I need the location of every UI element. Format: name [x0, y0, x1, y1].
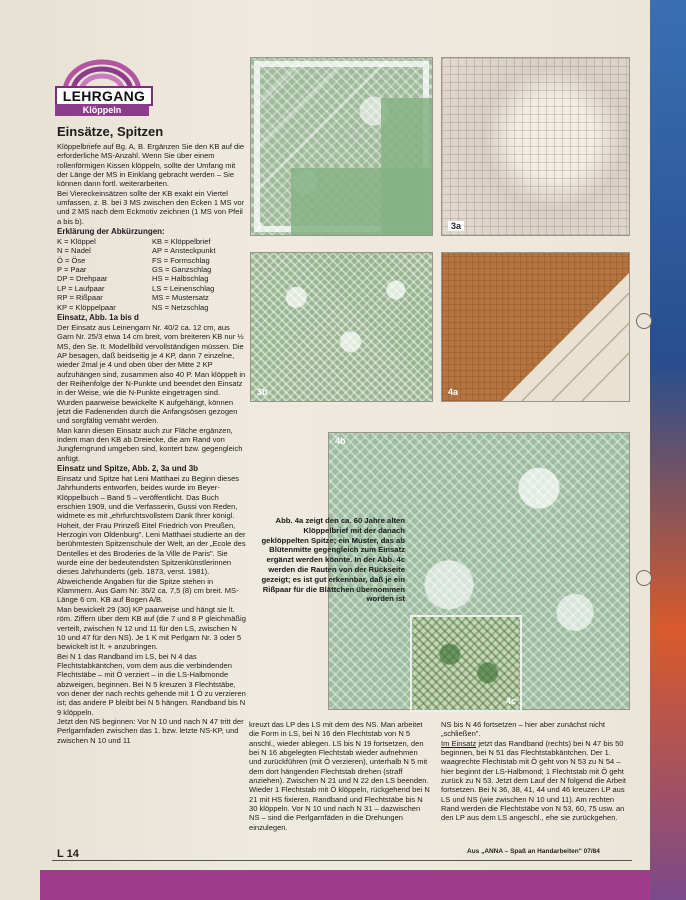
lehrgang-logo [55, 58, 149, 115]
abbr-item: N = Nadel [57, 246, 91, 256]
section2-paragraph: Einsatz und Spitze hat Leni Matthaei zu Beginn dieses Jahrhunderts entworfen, beides wurde im Beyer-Klöppelbuch – Band 5 – veröffentlicht. Das Buch erschien 1909, und die Verfasserin, Gussi von Reden, widmete es mit „ehrfurchtsvollstem Dank Ihrer königl. Hoheit, der Frau Prinzeß Eitel Friedrich von Preußen, Herzogin von Oldenburg". Leni Matthaei studierte an der berühmtesten Spitzenschule der Welt, an der „Ecole des Dentelles et des Broderies de la Ville de Paris". Sie wurde eine der bedeutendsten Spitzenkünstlerinnen dieses Jahrhunderts (geb. 1873, verst. 1981). [57, 474, 246, 577]
lace-corner-icon [251, 58, 432, 235]
footer-rule [52, 860, 632, 861]
abbr-item: K = Klöppel [57, 237, 96, 247]
source-credit: Aus „ANNA – Spaß an Handarbeiten" 07/84 [467, 848, 600, 855]
section2-paragraph: Abweichende Angaben für die Spitze stehen in Klammern. Aus Garn Nr. 35/2 ca. 7,5 (8) cm breit. MS-Länge 6 cm. KB auf Bogen A/B. [57, 576, 239, 605]
section1-paragraph: Der Einsatz aus Leinengarn Nr. 40/2 ca. 12 cm, aus Garn Nr. 25/3 etwa 14 cm breit, vom breiteren KB nur ½ MS, den Se. It. Modellbild vervollständigen müssen. Die AP besagen, daß beidseitig je 4 KP, dann 7 einzelne, wieder 2mal je 4 und oben über der Mitte 2 KP aufzuhängen sind, zusammen also 40 P. Man klöppelt in der Reihenfolge der N-Punkte und beendet den Einsatz in der Weise, wie die N-Punkte eingetragen sind. Wurden paarweise bewickelte K aufgehängt, können jetzt die Fadenenden durch die Anfangsösen gezogen und sorgfältig vernäht werden. [57, 322, 246, 426]
col3-paragraph: NS bis N 46 fortsetzen – hier aber zunächst nicht „schließen". [441, 720, 606, 739]
abbr-item: RP = Rißpaar [57, 293, 103, 303]
section1-heading: Einsatz, Abb. 1a bis d [57, 312, 139, 322]
abbr-item: HS = Halbschlag [152, 274, 209, 284]
text-column-1 [57, 124, 246, 745]
logo-word: LEHRGANG [55, 86, 153, 106]
photo-label: 4a [448, 387, 459, 397]
photo-label: 3a [448, 221, 464, 231]
photo-lace-insert-2 [250, 57, 433, 236]
photo-label: 2 [257, 221, 263, 231]
abbr-item: GS = Ganzschlag [152, 265, 212, 275]
photo-lace-back-4c [410, 615, 522, 712]
article-title: Einsätze, Spitzen [57, 124, 164, 139]
photo-label: 4c [505, 696, 516, 706]
photo-lace-insert-3a [441, 57, 630, 236]
abbr-item: AP = Ansteckpunkt [152, 246, 216, 256]
abbr-item: KB = Klöppelbrief [152, 237, 211, 247]
photo-lace-3b [250, 252, 433, 402]
abbr-item: P = Paar [57, 265, 87, 275]
page-number: L 14 [57, 848, 79, 860]
abbr-item: Ö = Öse [57, 255, 86, 265]
abbr-item: LP = Laufpaar [57, 283, 105, 293]
lace-triangle-icon [442, 253, 629, 401]
section2-paragraph: Bei N 1 das Randband im LS, bei N 4 das Flechtstabkäntchen, vom dem aus die verbindenden Flechtstäbe – mit Ö verziert – in die LS-Halbmonde abzweigen, beginnen. Bei N 5 kreuzen 3 Flechtstäbe, von dener der nach rechts gehende mit 1 Ö zu verzieren ist; das andere P bleibt bei N 5 hängen. Randband bis N 9 klöppeln. [57, 651, 246, 717]
abbr-item: DP = Drehpaar [57, 274, 108, 284]
photo-pricking-4a [441, 252, 630, 402]
text-column-2 [249, 720, 431, 832]
section2-paragraph: Jetzt den NS beginnen: Vor N 10 und nach N 47 tritt der Perlgarnfaden zwischen das 1. bzw. letzte NS-KP, und zwischen N 10 und 11 [57, 716, 244, 745]
section2-paragraph: Man bewickelt 29 (30) KP paarweise und hängt sie lt. röm. Ziffern über dem KB auf (die 7 und 8 P gleichmäßig verteilt, zwischen N 12 und 11 für den LS, zwischen N 10 und 47 für den NS). Je 1 K mit Perlgarn Nr. 3 oder 5 bewickelt ist lt. + anzubringen. [57, 604, 246, 652]
binder-hole-icon [636, 313, 652, 329]
abbr-item: NS = Netzschlag [152, 302, 209, 312]
photo-label: 3b [257, 387, 268, 397]
abbr-heading: Erklärung der Abkürzungen: [57, 227, 165, 237]
next-page-edge [650, 0, 686, 900]
photo-label: 4b [335, 436, 346, 446]
col2-paragraph: kreuzt das LP des LS mit dem des NS. Man arbeitet die Form in LS, bei N 16 den Flechtstab von N 5 anschl., wieder ablegen. LS bis N 19 fortsetzen, den bei N 16 abgelegten Flechtstab wieder aufnehmen und zurückführen (mit Ö verzieren), unterhalb N 5 mit dem dort hängenden Flechtstab drehen (straff anziehen). Zwischen N 21 und N 22 den LS beenden. Wieder 1 Flechtstab mit Ö klöppeln, rückgehend bei N 21 mit HS fixieren. Randband und Flechtstäbe bis N 30 klöppeln. Vor N 10 und nach N 31 – dazwischen NS – sind die Perlgarnfäden in die Drehungen einzulegen. [249, 720, 430, 832]
abbr-item: KP = Klöppelpaar [57, 302, 116, 312]
abbreviation-list [57, 237, 246, 312]
logo-sub: Klöppeln [55, 104, 149, 116]
col3-text: jetzt das Randband (rechts) bei N 47 bis 50 beginnen, bei N 51 das Flechtstabkäntchen. Der 1. waagrechte Flechtstab mit Ö geht von N 53 zu N 54 – hier beginnt der LS-Halbmond; 1 Flechtstab mit Ö geht zurück zu N 53. Jetzt dem Lauf der N folgend die Arbeit fortsetzen. Bei N 36, 38, 41, 44 und 46 kreuzen LP aus LS und NS (wie zwischen N 10 und 11). Am rechten Rand werden die Flechtstäbe von N 53, 60, 75 usw. an den LP aus dem LS angeschl., ehe sie zurückgehen. [441, 738, 626, 823]
section1-paragraph: Man kann diesen Einsatz auch zur Fläche ergänzen, indem man den KB ab Dreiecke, die am Rand von Jungferngrund umgeben sind, kontert bzw. gegengleich anfügt. [57, 425, 243, 463]
photo-caption: Abb. 4a zeigt den ca. 60 Jahre alten Klöppelbrief mit der danach geklöppelten Spitze; ein Muster, das ab Blütenmitte gegengleich zum Einsatz ergänzt werden könnte. In der Abb. 4c werden die Rauten von der Rückseite gezeigt; es ist gut erkennbar, daß je ein Rißpaar für die Blättchen übernommen worden ist [261, 516, 405, 604]
intro-paragraph: Klöppelbriefe auf Bg. A, B. Ergänzen Sie den KB auf die erforderliche MS-Anzahl. Wenn Sie über einem rollenförmigen Kissen klöppeln, sollte der Umfang mit der Länge der MS in Einklang gebracht werden – Sie können dann fortl. weiterarbeiten. [57, 142, 245, 189]
col3-paragraph [441, 739, 626, 823]
binder-hole-icon [636, 570, 652, 586]
text-column-3 [441, 720, 626, 823]
section2-heading: Einsatz und Spitze, Abb. 2, 3a und 3b [57, 464, 199, 473]
abbr-item: MS = Mustersatz [152, 293, 209, 303]
abbr-item: LS = Leinenschlag [152, 283, 215, 293]
bottom-color-band [40, 870, 650, 900]
col3-lead: Im Einsatz [441, 738, 477, 748]
abbr-item: FS = Formschlag [152, 255, 210, 265]
intro-paragraph: Bei Viereckeinsätzen sollte der KB exakt ein Viertel umfassen, z. B. bei 3 MS zwischen den Ecken 1 MS vor und 2 MS nach dem Eckmotiv zeichnen (1 MS von Pfeil a bis b). [57, 188, 245, 226]
